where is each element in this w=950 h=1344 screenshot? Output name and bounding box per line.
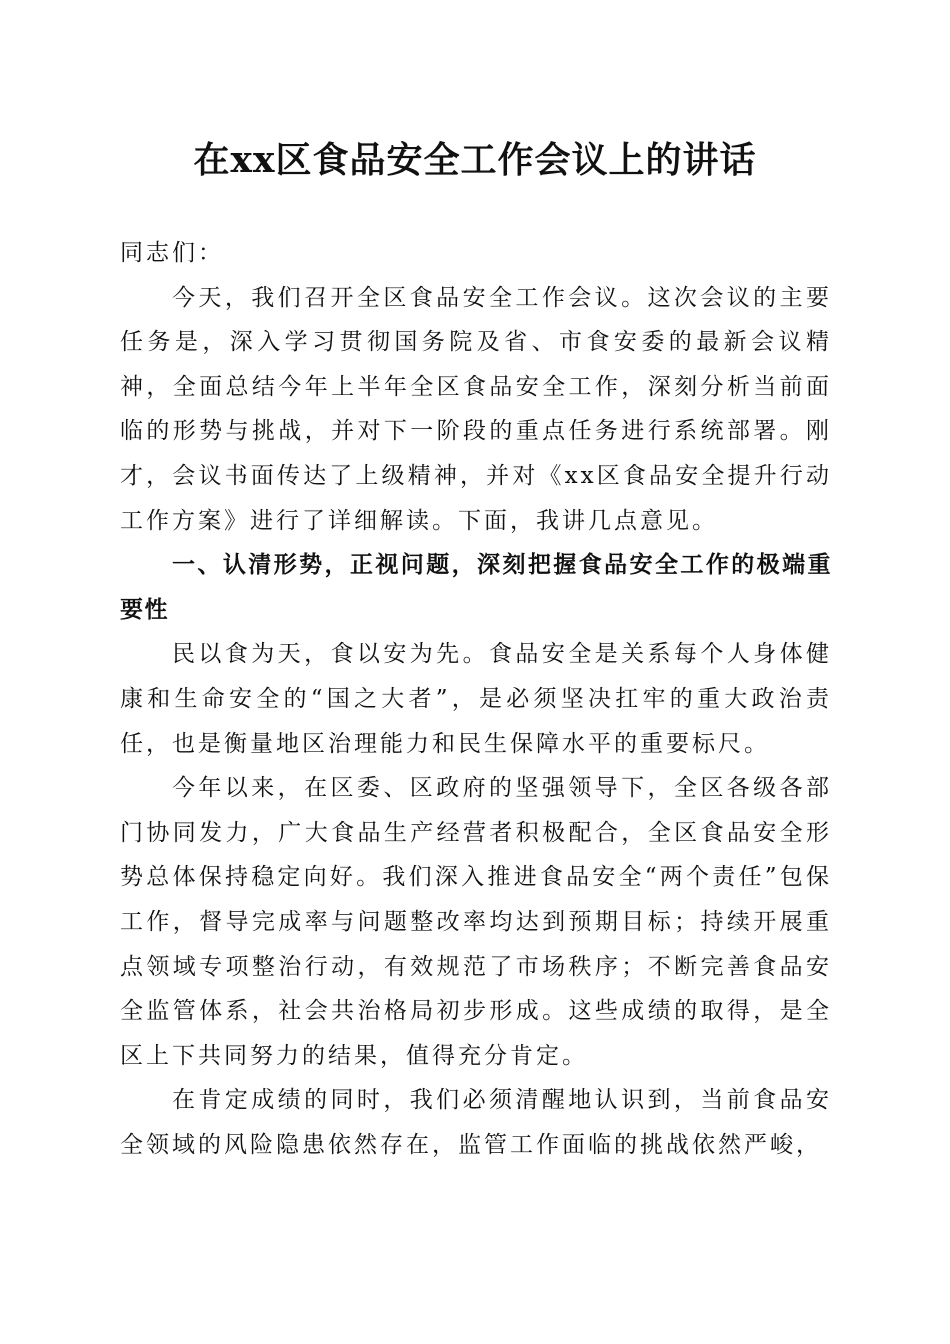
- section-heading-1: 一、认清形势，正视问题，深刻把握食品安全工作的极端重要性: [120, 552, 832, 623]
- document-title: 在xx区食品安全工作会议上的讲话: [193, 139, 757, 181]
- paragraph-achievements: 今年以来，在区委、区政府的坚强领导下，全区各级各部门协同发力，广大食品生产经营者积极配合，全区食品安全形势总体保持稳定向好。我们深入推进食品安全“两个责任”包保工作，督导完成率与问题整改率均达到预期目标；持续开展重点领域专项整治行动，有效规范了市场秩序；不断完善食品安全监管体系，社会共治格局初步形成。这些成绩的取得，是全区上下共同努力的结果，值得充分肯定。: [120, 775, 832, 1069]
- paragraph-intro: 今天，我们召开全区食品安全工作会议。这次会议的主要任务是，深入学习贯彻国务院及省、市食安委的最新会议精神，全面总结今年上半年全区食品安全工作，深刻分析当前面临的形势与挑战，并对下一阶段的重点任务进行系统部署。刚才，会议书面传达了上级精神，并对《xx区食品安全提升行动工作方案》进行了详细解读。下面，我讲几点意见。: [120, 284, 832, 534]
- document-body: [120, 231, 832, 1167]
- salutation: 同志们：: [120, 240, 224, 266]
- paragraph-challenges: 在肯定成绩的同时，我们必须清醒地认识到，当前食品安全领域的风险隐患依然存在，监管工作面临的挑战依然严峻，: [120, 1087, 832, 1158]
- paragraph-food-safety: 民以食为天，食以安为先。食品安全是关系每个人身体健康和生命安全的“国之大者”，是必须坚决扛牢的重大政治责任，也是衡量地区治理能力和民生保障水平的重要标尺。: [120, 641, 832, 757]
